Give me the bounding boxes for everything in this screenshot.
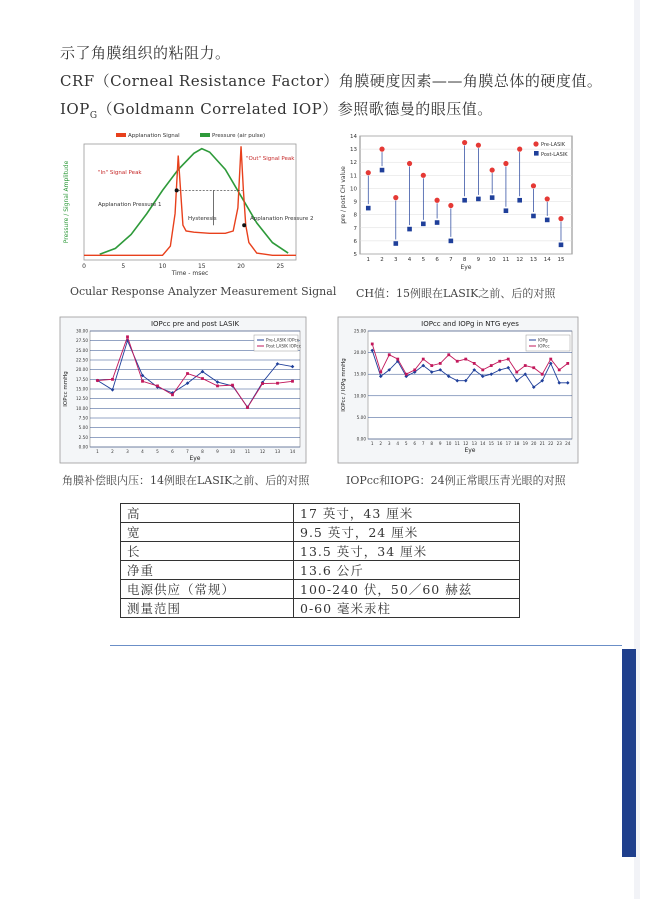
y-tick-label: 14 [350, 134, 357, 140]
chart-title: IOPcc pre and post LASIK [150, 320, 240, 328]
post-lasik-point [380, 168, 385, 173]
pre-lasik-point [545, 196, 550, 201]
x-tick-label: 22 [548, 441, 554, 446]
data-point [498, 360, 501, 363]
post-lasik-point [490, 195, 495, 200]
data-point [96, 379, 99, 382]
pre-lasik-point [366, 170, 371, 175]
y-tick-label: 20.00 [354, 350, 366, 356]
ora-signal-chart [60, 130, 314, 277]
y-tick-label: 5.00 [356, 414, 366, 420]
x-tick-label: 5 [121, 263, 126, 270]
legend-label-pressure: Pressure (air pulse) [212, 133, 266, 139]
text-line-2: CRF（Corneal Resistance Factor）角膜硬度因素——角膜总体的硬度值。 [60, 72, 603, 90]
x-tick-label: 14 [480, 441, 486, 446]
caption-ntg-eyes: IOPcc和IOPG：24例正常眼压青光眼的对照 [346, 474, 566, 487]
data-point [186, 372, 189, 375]
data-point [201, 377, 204, 380]
x-tick-label: 3 [387, 441, 391, 446]
y-tick-label: 0.00 [78, 444, 88, 450]
ntg-eyes-chart [338, 317, 578, 463]
annotation-out-peak: "Out" Signal Peak [246, 156, 295, 162]
legend-swatch-pressure [200, 133, 210, 137]
spec-key: 宽 [121, 523, 294, 542]
spec-key: 净重 [121, 561, 294, 580]
post-lasik-point [407, 227, 412, 232]
y-tick-label: 12 [350, 160, 357, 167]
pre-lasik-point [393, 195, 398, 200]
data-point [291, 380, 294, 383]
x-tick-label: 20 [237, 263, 245, 270]
x-tick-label: 0 [82, 263, 86, 270]
data-point [379, 371, 382, 374]
blue-side-bar [622, 649, 636, 857]
y-axis-title: IOPcc mmHg [63, 371, 69, 407]
x-tick-label: 11 [502, 257, 510, 263]
data-point [456, 360, 459, 363]
data-point [447, 353, 450, 356]
pre-lasik-point [503, 161, 508, 166]
annotation-applanation-1: Applanation Pressure 1 [98, 202, 162, 208]
data-point [371, 343, 374, 346]
x-tick-label: 4 [407, 257, 412, 263]
pre-lasik-point [476, 143, 481, 148]
x-tick-label: 8 [201, 449, 204, 454]
text-line-3 [60, 98, 493, 121]
divider-line [110, 645, 622, 646]
y-tick-label: 15.00 [76, 386, 88, 392]
spec-value: 100-240 伏，50／60 赫兹 [294, 580, 520, 599]
x-tick-label: 14 [543, 257, 551, 263]
y-tick-label: 11 [350, 173, 357, 180]
pre-lasik-point [462, 140, 467, 145]
x-tick-label: 9 [476, 257, 481, 263]
x-tick-label: 21 [539, 441, 545, 446]
y-tick-label: 7 [353, 225, 357, 232]
x-tick-label: 7 [421, 441, 425, 446]
x-tick-label: 13 [274, 449, 281, 454]
x-tick-label: 9 [438, 441, 442, 446]
y-tick-label: 30.00 [76, 328, 88, 334]
x-tick-label: 11 [244, 449, 251, 454]
data-point [396, 358, 399, 361]
data-point [216, 385, 219, 388]
x-tick-label: 10 [229, 449, 236, 454]
data-point [532, 366, 535, 369]
x-tick-label: 1 [366, 257, 371, 263]
post-lasik-point [449, 239, 454, 244]
x-tick-label: 15 [488, 441, 494, 446]
post-lasik-point [517, 198, 522, 203]
x-tick-label: 8 [430, 441, 434, 446]
data-point [541, 373, 544, 376]
iop-subscript: G [89, 111, 98, 121]
x-tick-label: 3 [394, 257, 398, 263]
x-tick-label: 23 [556, 441, 562, 446]
pre-lasik-point [558, 216, 563, 221]
x-tick-label: 10 [158, 263, 167, 270]
data-point [558, 368, 561, 371]
spec-value: 17 英寸，43 厘米 [294, 504, 520, 523]
spec-row [121, 561, 520, 580]
data-point [490, 364, 493, 367]
data-point [439, 362, 442, 365]
legend-label-signal: Applanation Signal [128, 133, 180, 139]
x-tick-label: 12 [259, 449, 266, 454]
data-point [422, 358, 425, 361]
data-point [549, 358, 552, 361]
x-tick-label: 15 [557, 257, 565, 263]
post-lasik-point [462, 198, 467, 203]
chart-title: IOPcc and IOPg in NTG eyes [421, 320, 519, 328]
data-point [261, 382, 264, 385]
x-tick-label: 3 [126, 449, 129, 454]
iop-description: （Goldmann Correlated IOP）参照歌德曼的眼压值。 [97, 100, 493, 118]
y-tick-label: 15.00 [354, 371, 366, 377]
legend-label: IOPg [538, 337, 548, 343]
data-point [171, 393, 174, 396]
spec-row [121, 504, 520, 523]
caption-ora-signal: Ocular Response Analyzer Measurement Signal [70, 285, 337, 298]
data-point [126, 335, 129, 338]
x-tick-label: 19 [522, 441, 528, 446]
x-tick-label: 18 [514, 441, 520, 446]
y-tick-label: 9 [353, 199, 357, 206]
x-tick-label: 12 [516, 257, 524, 263]
pre-lasik-point [531, 183, 536, 188]
spec-table [120, 503, 520, 618]
data-point [413, 368, 416, 371]
data-point [246, 406, 249, 409]
caption-ch-lasik: CH值：15例眼在LASIK之前、后的对照 [356, 287, 556, 300]
pre-lasik-point [407, 161, 412, 166]
y-axis-title: pre / post CH value [340, 166, 347, 224]
text-line-1: 示了角膜组织的粘阻力。 [60, 44, 231, 62]
data-point [430, 364, 433, 367]
x-tick-label: 25 [276, 263, 285, 270]
annotation-dot-p1 [175, 188, 179, 192]
pre-lasik-point [421, 173, 426, 178]
y-tick-label: 5 [353, 252, 357, 258]
post-lasik-point [366, 206, 371, 211]
spec-key: 测量范围 [121, 599, 294, 618]
data-point [507, 358, 510, 361]
post-lasik-point [435, 220, 440, 225]
x-tick-label: 7 [449, 257, 453, 263]
y-tick-label: 5.00 [78, 425, 88, 431]
annotation-in-peak: "In" Signal Peak [98, 170, 142, 176]
data-point [111, 378, 114, 381]
x-tick-label: 9 [216, 449, 219, 454]
x-tick-label: 2 [380, 257, 384, 263]
iopcc-lasik-chart [60, 317, 306, 463]
pre-lasik-point [490, 167, 495, 172]
x-tick-label: 24 [565, 441, 571, 446]
y-tick-label: 27.50 [76, 338, 88, 344]
y-axis-title: Pressure / Signal Amplitude [63, 160, 70, 244]
x-tick-label: 5 [156, 449, 159, 454]
data-point [405, 373, 408, 376]
spec-row [121, 523, 520, 542]
y-tick-label: 10.00 [354, 393, 366, 399]
y-tick-label: 13 [350, 147, 357, 154]
y-tick-label: 22.50 [76, 357, 88, 363]
data-point [481, 368, 484, 371]
x-axis-title: Eye [189, 455, 201, 462]
x-tick-label: 6 [171, 449, 174, 454]
data-point [276, 382, 279, 385]
spec-value: 13.5 英寸，34 厘米 [294, 542, 520, 561]
post-lasik-point [545, 218, 550, 223]
x-tick-label: 20 [531, 441, 537, 446]
legend-label-post: Post-LASIK [541, 152, 568, 158]
spec-value: 13.6 公斤 [294, 561, 520, 580]
data-point [566, 362, 569, 365]
spec-value: 9.5 英寸，24 厘米 [294, 523, 520, 542]
x-tick-label: 1 [370, 441, 374, 446]
ch-lasik-chart [338, 130, 578, 276]
post-lasik-point [476, 197, 481, 202]
x-tick-label: 5 [421, 257, 426, 263]
spec-value: 0-60 毫米汞柱 [294, 599, 520, 618]
annotation-dot-p2 [242, 223, 246, 227]
legend-swatch-post [534, 151, 539, 156]
legend-label: Pre-LASIK IOPcc [266, 337, 300, 343]
y-tick-label: 8 [353, 212, 357, 219]
iop-label: IOP [60, 100, 90, 118]
data-point [515, 371, 518, 374]
data-point [231, 384, 234, 387]
y-tick-label: 7.50 [78, 415, 88, 421]
x-tick-label: 2 [111, 449, 114, 454]
spec-key: 电源供应（常规） [121, 580, 294, 599]
legend-swatch-pre [533, 141, 538, 146]
x-tick-label: 10 [446, 441, 452, 446]
post-lasik-point [393, 241, 398, 246]
caption-iopcc-lasik: 角膜补偿眼内压：14例眼在LASIK之前、后的对照 [62, 474, 310, 487]
legend-label-pre: Pre-LASIK [541, 142, 566, 148]
pre-lasik-point [379, 147, 384, 152]
y-tick-label: 25.00 [354, 328, 366, 334]
y-tick-label: 2.50 [78, 434, 88, 440]
y-tick-label: 12.50 [76, 396, 88, 402]
x-tick-label: 6 [413, 441, 417, 446]
annotation-hysteresis: Hysteresis [188, 216, 217, 222]
pre-lasik-point [448, 203, 453, 208]
y-tick-label: 17.50 [76, 376, 88, 382]
data-point [156, 385, 159, 388]
y-tick-label: 0.00 [356, 436, 366, 442]
data-point [388, 353, 391, 356]
spec-row [121, 599, 520, 618]
x-tick-label: 5 [404, 441, 408, 446]
legend-label: Post LASIK IOPcc [266, 343, 302, 349]
x-tick-label: 15 [197, 263, 206, 270]
spec-row [121, 542, 520, 561]
spec-key: 长 [121, 542, 294, 561]
post-lasik-point [504, 208, 509, 213]
x-tick-label: 1 [96, 449, 99, 454]
x-tick-label: 17 [505, 441, 511, 446]
data-point [141, 380, 144, 383]
spec-row [121, 580, 520, 599]
y-tick-label: 25.00 [76, 347, 88, 353]
x-tick-label: 14 [289, 449, 296, 454]
pre-lasik-point [434, 198, 439, 203]
x-tick-label: 7 [186, 449, 189, 454]
post-lasik-point [421, 222, 426, 227]
legend-swatch-signal [116, 133, 126, 137]
y-tick-label: 6 [353, 238, 357, 245]
x-tick-label: 8 [462, 257, 467, 263]
x-tick-label: 16 [497, 441, 503, 446]
y-axis-title: IOPcc / IOPg mmHg [341, 358, 347, 412]
x-axis-title: Eye [464, 447, 476, 454]
spec-key: 高 [121, 504, 294, 523]
x-axis-title: Eye [460, 264, 472, 271]
annotation-applanation-2: Applanation Pressure 2 [250, 216, 314, 222]
x-tick-label: 6 [435, 257, 439, 263]
y-tick-label: 10.00 [76, 405, 88, 411]
x-axis-title: Time - msec [171, 270, 209, 277]
post-lasik-point [559, 243, 564, 248]
x-tick-label: 2 [379, 441, 383, 446]
post-lasik-point [531, 214, 536, 219]
legend-label: IOPcc [538, 343, 550, 349]
pre-lasik-point [517, 147, 522, 152]
x-tick-label: 13 [529, 257, 537, 263]
x-tick-label: 10 [488, 257, 496, 263]
data-point [464, 358, 467, 361]
y-tick-label: 10 [350, 186, 357, 193]
x-tick-label: 13 [471, 441, 477, 446]
x-tick-label: 4 [141, 449, 144, 454]
data-point [524, 364, 527, 367]
data-point [473, 362, 476, 365]
x-tick-label: 12 [463, 441, 469, 446]
x-tick-label: 11 [454, 441, 460, 446]
x-tick-label: 4 [396, 441, 400, 446]
y-tick-label: 20.00 [76, 367, 88, 373]
